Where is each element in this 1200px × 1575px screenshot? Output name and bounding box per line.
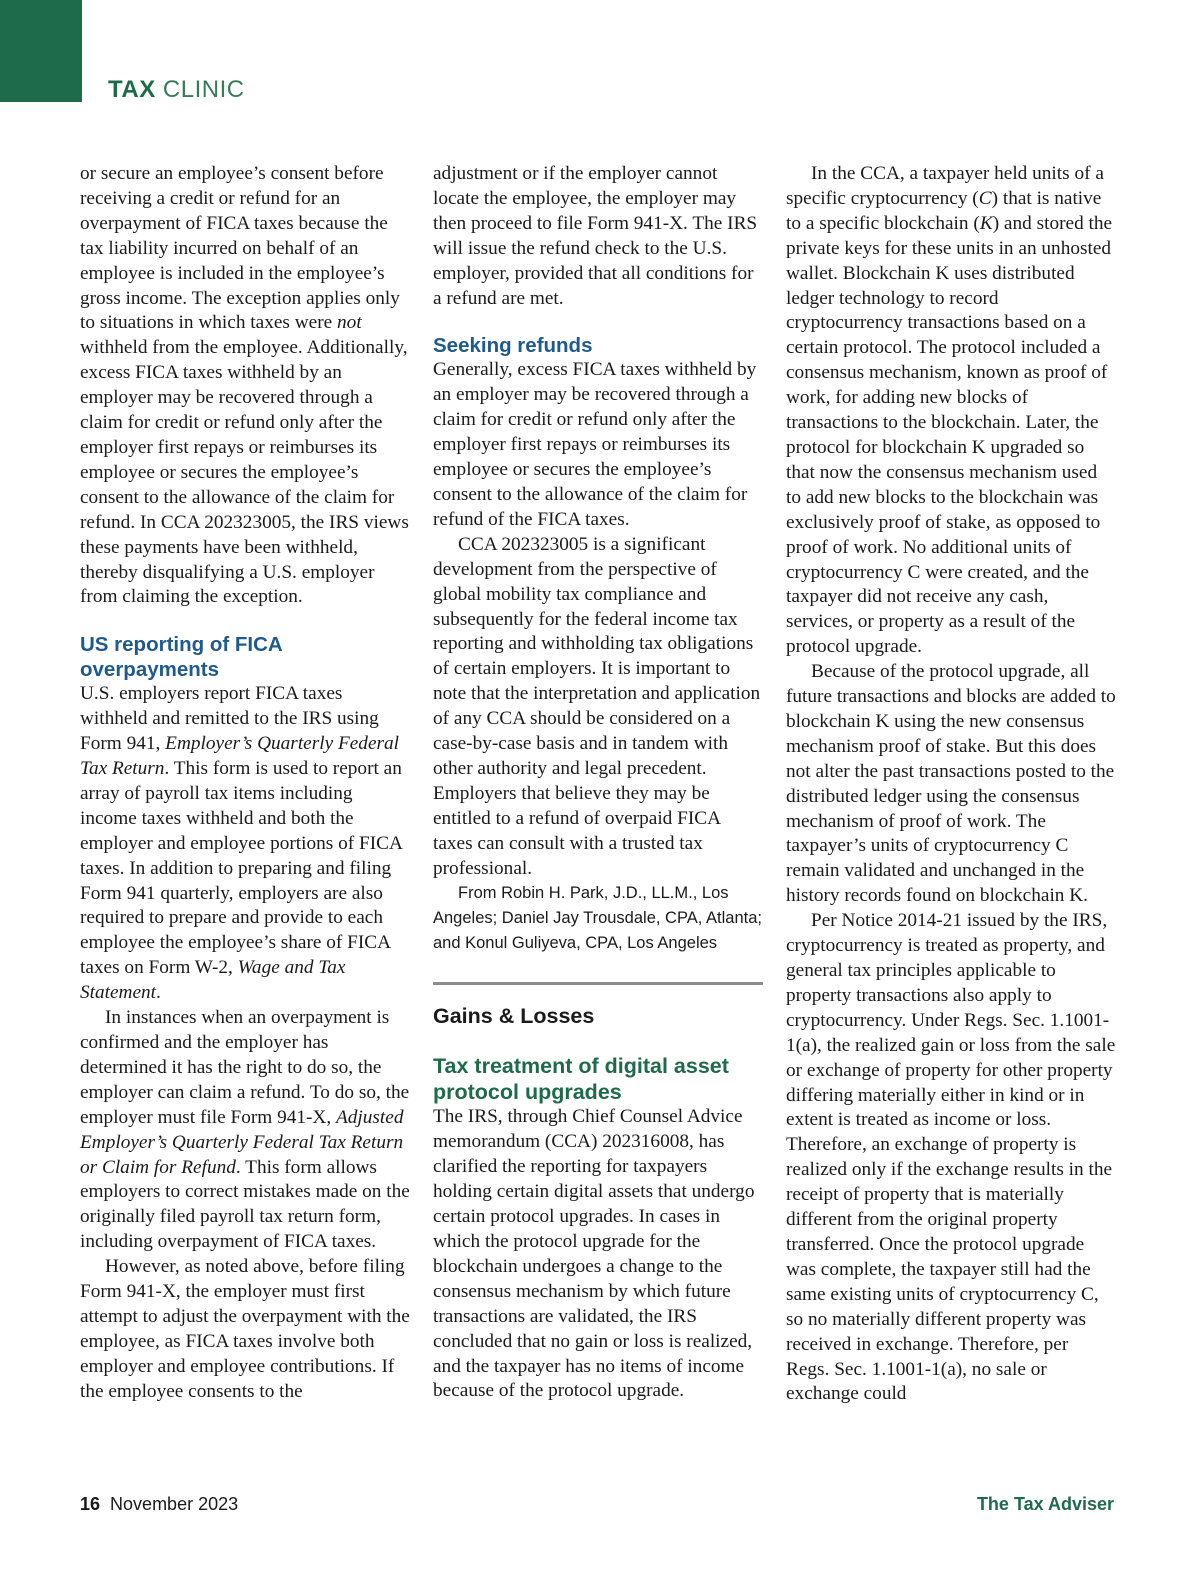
heading-digital-asset: Tax treatment of digital asset protocol upgrades xyxy=(433,1054,729,1105)
paragraph: Per Notice 2014-21 issued by the IRS, cryptocurrency is treated as property, and general tax principles applicable to property transactions also apply to cryptocurrency. Under Regs. Sec. 1.1001-1(a), the realized gain or loss from the sale or exchange of property for other property differing materially either in kind or in extent is treated as income or loss. Therefore, an exchange of property is realized only if the exchange results in the receipt of property that is materially different from the original property transferred. Once the protocol upgrade was complete, the taxpayer still had the same existing units of cryptocurrency C, so no materially different property was received in exchange. Therefore, per Regs. Sec. 1.1001-1(a), no sale or exchange could xyxy=(786,910,1116,1405)
paragraph: Because of the protocol upgrade, all future transactions and blocks are added to blockchain K using the new consensus mechanism proof of stake. But this does not alter the past transactions posted to the distributed ledger using the consensus mechanism of proof of work. The taxpayer’s units of cryptocurrency C remain validated and unchanged in the history records found on blockchain K. xyxy=(786,661,1116,907)
paragraph: In the CCA, a taxpayer held units of a specific cryptocurrency (C) that is native to a specific blockchain (K) and stored the private keys for these units in an unhosted wallet. Blockchain K uses distributed ledger technology to record cryptocurrency transactions based on a certain protocol. The protocol included a consensus mechanism, known as proof of work, for adding new blocks of transactions to the blockchain. Later, the protocol for blockchain K upgraded so that now the consensus mechanism used to add new blocks to the blockchain was exclusively proof of stake, as opposed to proof of work. No additional units of cryptocurrency C were created, and the taxpayer did not receive any cash, services, or property as a result of the protocol upgrade. xyxy=(786,163,1113,658)
paragraph: CCA 202323005 is a significant development from the perspective of global mobility tax compliance and subsequently for the federal income tax reporting and withholding tax obligations of certain employers. It is important to note that the interpretation and application of any CCA should be considered on a case-by-case basis and in tandem with other authority and legal precedent. Employers that believe they may be entitled to a refund of overpaid FICA taxes can consult with a trusted tax professional. xyxy=(433,533,761,879)
category-heading: Gains & Losses xyxy=(433,1004,595,1029)
header-accent-block xyxy=(0,0,82,102)
page-footer-left: 16 November 2023 xyxy=(80,1494,239,1514)
column-2 xyxy=(433,162,763,1404)
paragraph: Generally, excess FICA taxes withheld by an employer may be recovered through a claim for credit or refund only after the employer first repays or reimburses its employee or secures the employee’s consent to the allowance of the claim for refund of the FICA taxes. xyxy=(433,359,757,530)
paragraph: U.S. employers report FICA taxes withheld and remitted to the IRS using Form 941, Employer’s Quarterly Federal Tax Return. This form is used to report an array of payroll tax items including income taxes withheld and both the employer and employee portions of FICA taxes. In addition to preparing and filing Form 941 quarterly, employers are also required to prepare and provide to each employee the employee’s share of FICA taxes on Form W-2, Wage and Tax Statement. xyxy=(80,683,402,1004)
paragraph: adjustment or if the employer cannot locate the employee, the employer may then proceed to file Form 941-X. The IRS will issue the refund check to the U.S. employer, provided that all conditions for a refund are met. xyxy=(433,163,758,309)
publication-name: The Tax Adviser xyxy=(976,1494,1114,1514)
author-credit: From Robin H. Park, J.D., LL.M., Los Angeles; Daniel Jay Trousdale, CPA, Atlanta; and Konul Guliyeva, CPA, Los Angeles xyxy=(433,884,762,953)
paragraph: or secure an employee’s consent before receiving a credit or refund for an overpayment of FICA taxes because the tax liability incurred on behalf of an employee is included in the employee’s gross income. The exception applies only to situations in which taxes were not withheld from the employee. Additionally, excess FICA taxes withheld by an employer may be recovered through a claim for credit or refund only after the employer first repays or reimburses its employee or secures the employee’s consent to the allowance of the claim for refund. In CCA 202323005, the IRS views these payments have been withheld, thereby disqualifying a U.S. employer from claiming the exception. xyxy=(80,163,409,608)
heading-us-reporting: US reporting of FICA overpayments xyxy=(80,633,282,682)
column-3 xyxy=(786,162,1116,1407)
column-1 xyxy=(80,162,410,1405)
paragraph: The IRS, through Chief Counsel Advice memorandum (CCA) 202316008, has clarified the reporting for taxpayers holding certain digital assets that undergo certain protocol upgrades. In cases in which the protocol upgrade for the blockchain undergoes a change to the consensus mechanism by which future transactions are validated, the IRS concluded that no gain or loss is realized, and the taxpayer has no items of income because of the protocol upgrade. xyxy=(433,1106,755,1402)
section-label: TAX CLINIC xyxy=(108,76,245,103)
paragraph: In instances when an overpayment is confirmed and the employer has determined it has the right to do so, the employer can claim a refund. To do so, the employer must file Form 941-X, Adjusted Employer’s Quarterly Federal Tax Return or Claim for Refund. This form allows employers to correct mistakes made on the originally filed payroll tax return form, including overpayment of FICA taxes. xyxy=(80,1007,410,1253)
heading-seeking-refunds: Seeking refunds xyxy=(433,334,593,358)
paragraph: However, as noted above, before filing Form 941-X, the employer must first attempt to adjust the overpayment with the employee, as FICA taxes involve both employer and employee contributions. If the employee consents to the xyxy=(80,1256,410,1402)
